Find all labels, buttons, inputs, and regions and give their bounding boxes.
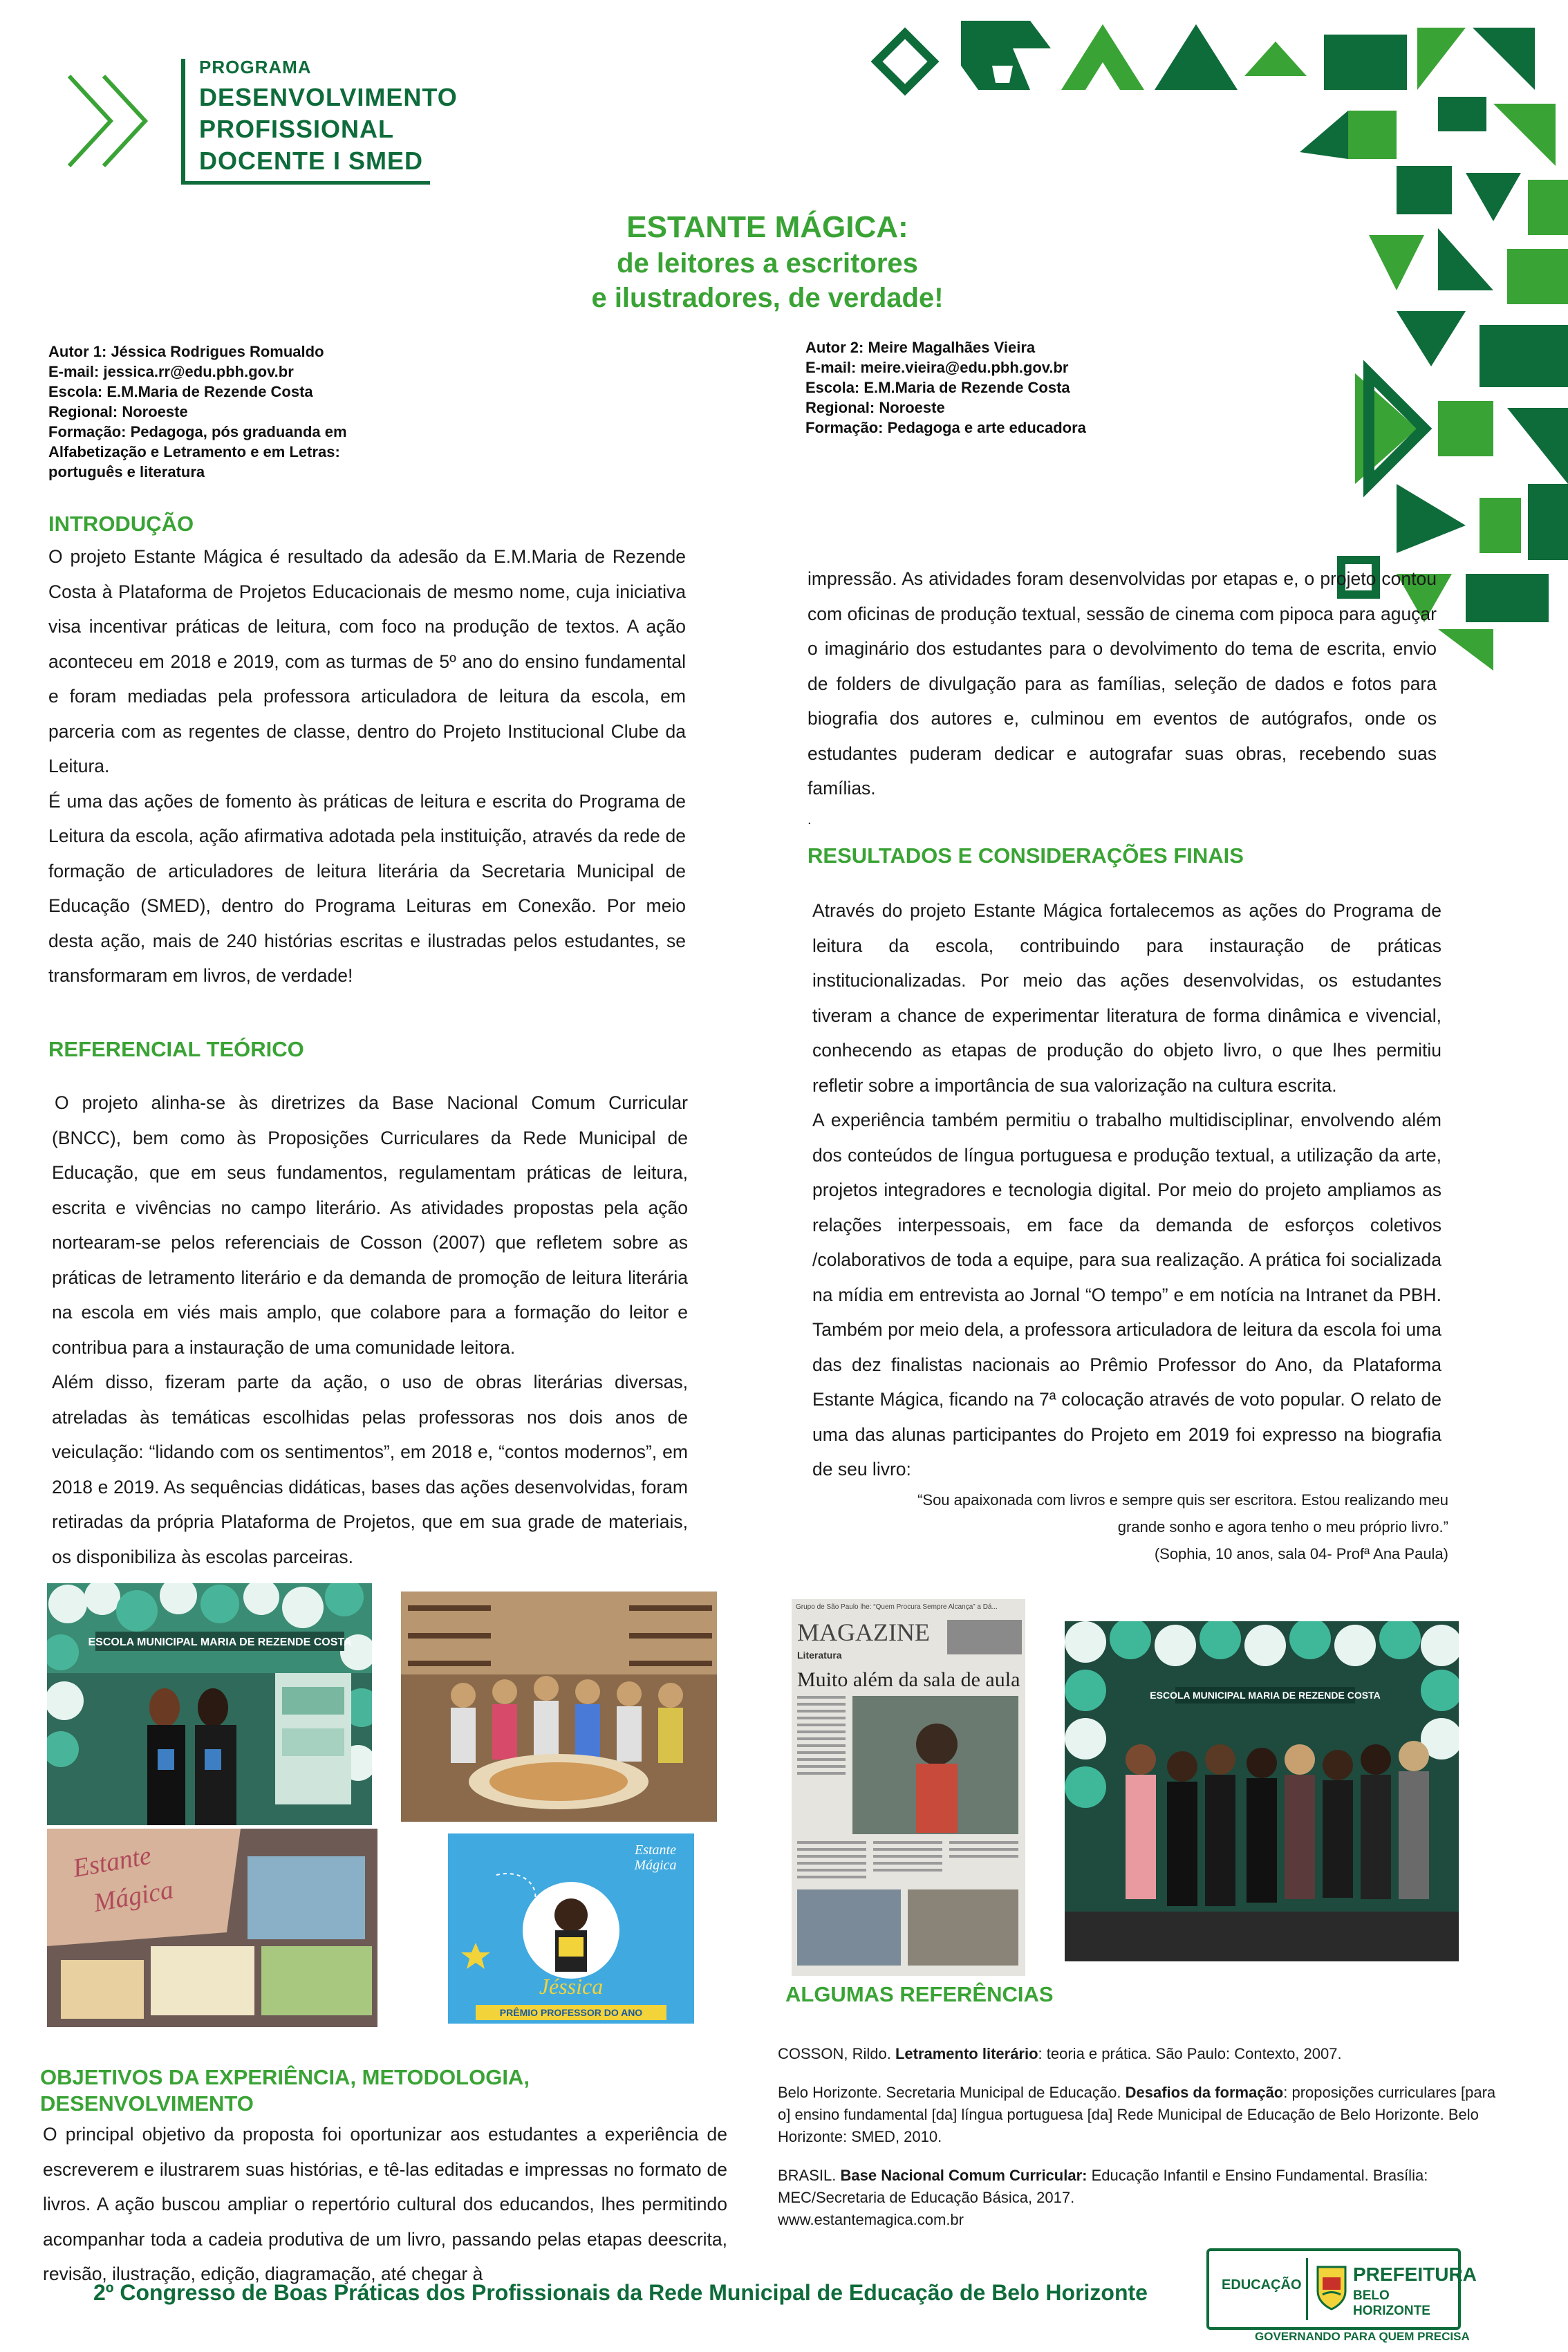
results-text: Através do projeto Estante Mágica fortalecemos as ações do Programa de leitura da escola, contribuindo para instauração de práticas institucionalizadas. Por meio das ações desenvolvidas, os estudantes tiveram a chance de experimentar literatura de forma dinâmica e vivencial, conhecendo as etapas de produção do objeto livro, o que lhes permitiu refletir sobre a importância de sua valorização na cultura escrita. A experiência também permitiu o trabalho multidisciplinar, envolvendo além dos conteúdos de língua portuguesa e produção textual, a utilização da arte, projetos integradores e tecnologia digital. Por meio do projeto ampliamos as relações interpessoais, em face da demanda de esforços coletivos /colaborativos de toda a equipe, para sua realização. A prática foi socializada na mídia em entrevista ao Jornal “O tempo” e em notícia na Intranet da PBH. Também por meio dela, a professora articuladora de leitura da escola foi uma das dez finalistas nacionais ao Prêmio Professor do Ano, da Plataforma Estante Mágica, ficando na 7ª colocação através de voto popular. O relato de uma das alunas participantes do Projeto em 2019 foi expresso na biografia de seu livro: (812, 900, 1441, 1480)
reference-cosson: COSSON, Rildo. Letramento literário: teoria e prática. São Paulo: Contexto, 2007. (778, 2045, 1342, 2062)
news-magazine-title: MAGAZINE (797, 1618, 930, 1646)
references-list (778, 2043, 1497, 2248)
referencial-text: O projeto alinha-se às diretrizes da Base Nacional Comum Curricular (BNCC), bem como às Proposições Curriculares da Rede Municipal de Educação, que em seus fundamentos, regulamentam práticas de leitura, escrita e vivências no campo literário. As atividades propostas pela ação nortearam-se pelos referenciais de Cosson (2007) que refletem sobre as práticas de letramento literário e da demanda de promoção de leitura literária na escola em viés mais amplo, que colabore para a formação do leitor e contribua para a instauração de uma comunidade leitora. Além disso, fizeram parte da ação, o uso de obras literárias diversas, atreladas às temáticas escolhidas pelas professoras nos dois anos de veiculação: “lidando com os sentimentos”, em 2018 e, “contos modernos”, em 2018 e 2019. As sequências didáticas, bases das ações desenvolvidas, foram retiradas da própria Plataforma de Projetos, que em sua grade de materiais, os disponibiliza às escolas parceiras. (52, 1092, 688, 1567)
photo-teachers-balloons (47, 1583, 372, 1825)
program-chevron-logo (66, 69, 162, 173)
logo-program-name: DESENVOLVIMENTO PROFISSIONAL DOCENTE I SMED (199, 83, 458, 175)
references-heading: ALGUMAS REFERÊNCIAS (785, 1982, 1054, 2006)
author-2-block: Autor 2: Meire Magalhães Vieira E-mail: meire.vieira@edu.pbh.gov.br Escola: E.M.Maria de Rezende Costa Regional: Noroeste Formação: Pedagoga e arte educadora (805, 339, 1086, 436)
logo-belo-horizonte: BELO HORIZONTE (1353, 2288, 1430, 2318)
city-crest-icon (1314, 2264, 1349, 2312)
card-name: Jéssica (539, 1974, 604, 1999)
card-brand-1: Estante (635, 1842, 676, 1858)
box-estante-text: Estante (71, 1840, 153, 1883)
photo-students-library (401, 1592, 717, 1822)
photo-group-balloons (1065, 1621, 1459, 1961)
logo-program-label: PROGRAMA (199, 57, 312, 77)
congress-footer: 2º Congresso de Boas Práticas dos Profissionais da Rede Municipal de Educação de Belo Horizonte (93, 2280, 1148, 2305)
reference-brasil: BRASIL. Base Nacional Comum Curricular: Educação Infantil e Ensino Fundamental. Brasília: MEC/Secretaria de Educação Básica, 2017. (778, 2167, 1428, 2206)
reference-belo-horizonte: Belo Horizonte. Secretaria Municipal de Educação. Desafios da formação: proposições curriculares [para o] ensino fundamental [da] língua portuguesa [da] Rede Municipal de Educação de Belo Horizonte. Belo Horizonte: SMED, 2010. (778, 2084, 1496, 2145)
card-prize: PRÊMIO PROFESSOR DO ANO (499, 2007, 643, 2018)
referencial-heading: REFERENCIAL TEÓRICO (48, 1037, 304, 1061)
logo-underline (181, 181, 430, 185)
news-header: Grupo de São Paulo lhe: “Quem Procura Sempre Alcança” a Dá... (796, 1603, 998, 1611)
photo-book-boxes (47, 1829, 377, 2027)
card-brand-2: Mágica (634, 1858, 677, 1873)
intro-text: O projeto Estante Mágica é resultado da adesão da E.M.Maria de Rezende Costa à Plataforma de Projetos Educacionais de mesmo nome, cuja iniciativa visa incentivar práticas de leitura, com foco na produção de textos. A ação aconteceu em 2018 e 2019, com as turmas de 5º ano do ensino fundamental e foram mediadas pela professora articuladora de leitura da escola, em parceria com as regentes de classe, dentro do Projeto Institucional Clube da Leitura. É uma das ações de fomento às práticas de leitura e escrita do Programa de Leitura da escola, ação afirmativa adotada pela instituição, através da rede de formação de articuladores de leitura literária da Secretaria Municipal de Educação (SMED), dentro do Programa Leituras em Conexão. Por meio desta ação, mais de 240 histórias escritas e ilustradas pelos estudantes, se transformaram em livros, de verdade! (48, 546, 686, 986)
school-banner-text: ESCOLA MUNICIPAL MARIA DE REZENDE COSTA (88, 1636, 352, 1648)
logo-prefeitura: PREFEITURA (1353, 2264, 1477, 2285)
poster-title: ESTANTE MÁGICA: de leitores a escritores e ilustradores, de verdade! (591, 210, 944, 313)
news-section: Literatura (797, 1650, 842, 1661)
prefeitura-logo (1206, 2248, 1477, 2330)
box-magica-text: Mágica (91, 1875, 176, 1918)
logo-slogan: GOVERNANDO PARA QUEM PRECISA (1255, 2330, 1470, 2343)
photo-professor-card (448, 1833, 694, 2024)
author-1-block: Autor 1: Jéssica Rodrigues Romualdo E-mail: jessica.rr@edu.pbh.gov.br Escola: E.M.Maria de Rezende Costa Regional: Noroeste Formação: Pedagoga, pós graduanda em Alfabetização e Letramento e em Letras: português e literatura (48, 343, 347, 480)
results-heading: RESULTADOS E CONSIDERAÇÕES FINAIS (808, 843, 1244, 868)
objectives-heading: OBJETIVOS DA EXPERIÊNCIA, METODOLOGIA, DESENVOLVIMENTO (40, 2065, 530, 2116)
photo-newspaper-clipping (792, 1599, 1025, 1976)
methodology-continued-text: impressão. As atividades foram desenvolvidas por etapas e, o projeto contou com oficinas de produção textual, sessão de cinema com pipoca para aguçar o imaginário dos estudantes para o devolvimento do tema de escrita, envio de folders de divulgação para as famílias, seleção de dados e fotos para biografia dos autores e, culminou em eventos de autógrafos, onde os estudantes puderam dedicar e autografar suas obras, recebendo suas famílias. . (808, 568, 1437, 828)
logo-educacao: EDUCAÇÃO (1222, 2277, 1302, 2293)
logo-divider (181, 59, 185, 185)
intro-heading: INTRODUÇÃO (48, 512, 194, 536)
news-headline: Muito além da sala de aula (797, 1668, 1020, 1691)
group-banner-text: ESCOLA MUNICIPAL MARIA DE REZENDE COSTA (1150, 1690, 1381, 1701)
reference-website[interactable]: www.estantemagica.com.br (778, 2211, 964, 2228)
objectives-text: O principal objetivo da proposta foi oportunizar aos estudantes a experiência de escreverem e ilustrarem suas histórias, e tê-las editadas e impressas no formato de livros. A ação buscou ampliar o repertório cultural dos educandos, lhes permitindo acompanhar toda a cadeia produtiva de um livro, passando pelas etapas deescrita, revisão, ilustração, edição, diagramação, até chegar à (43, 2124, 727, 2284)
student-quote: “Sou apaixonada com livros e sempre quis ser escritora. Estou realizando meu grande sonho e agora tenho o meu próprio livro.” (Sophia, 10 anos, sala 04- Profª Ana Paula) (917, 1491, 1448, 1562)
